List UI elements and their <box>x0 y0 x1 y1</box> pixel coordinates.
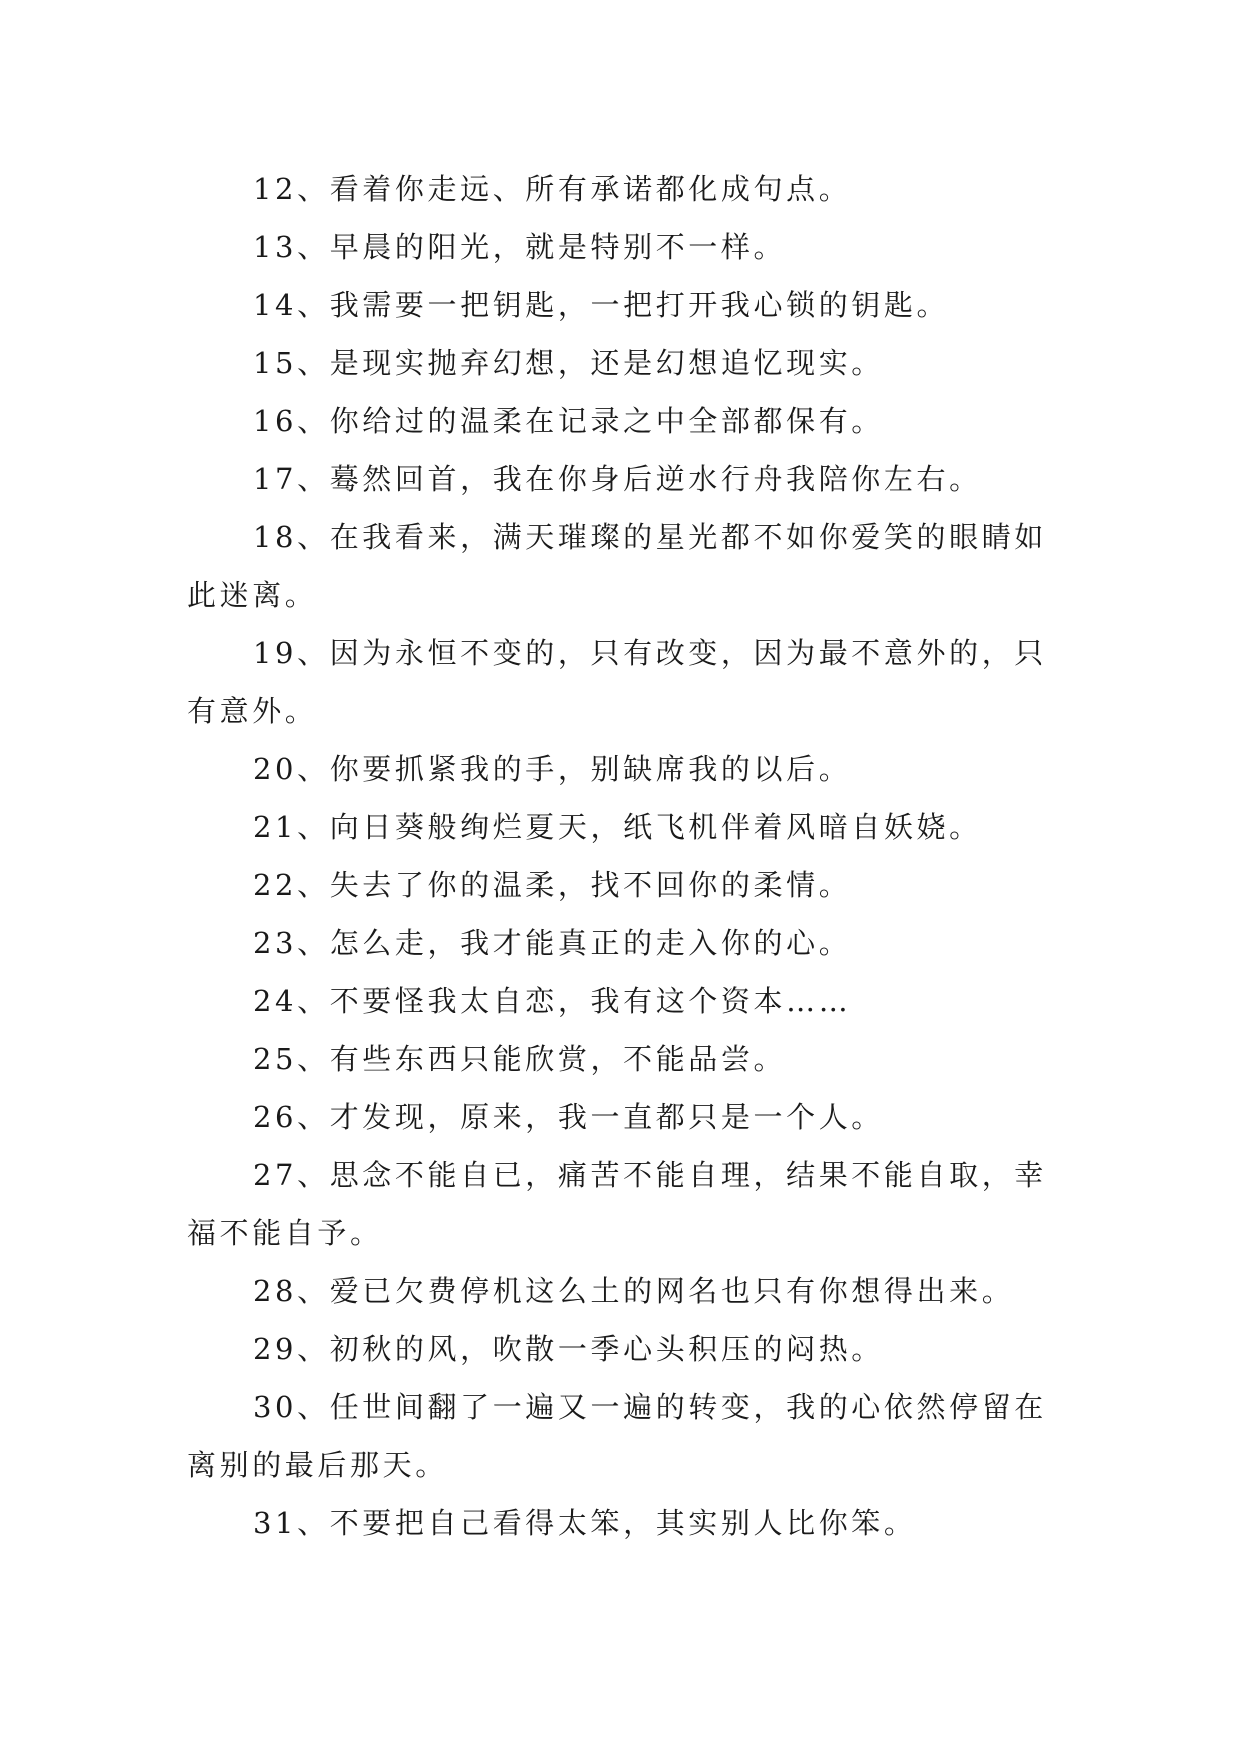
paragraph: 30、任世间翻了一遍又一遍的转变，我的心依然停留在离别的最后那天。 <box>187 1390 1047 1482</box>
paragraph: 17、蓦然回首，我在你身后逆水行舟我陪你左右。 <box>253 462 982 496</box>
paragraph: 21、向日葵般绚烂夏天，纸飞机伴着风暗自妖娆。 <box>253 810 982 844</box>
paragraph: 19、因为永恒不变的，只有改变，因为最不意外的，只有意外。 <box>187 636 1047 728</box>
paragraph: 22、失去了你的温柔，找不回你的柔情。 <box>253 868 852 902</box>
paragraph: 31、不要把自己看得太笨，其实别人比你笨。 <box>253 1506 917 1540</box>
paragraph: 18、在我看来，满天璀璨的星光都不如你爱笑的眼睛如此迷离。 <box>187 520 1047 612</box>
paragraph: 20、你要抓紧我的手，别缺席我的以后。 <box>253 752 852 786</box>
paragraph: 14、我需要一把钥匙，一把打开我心锁的钥匙。 <box>253 288 950 322</box>
paragraph: 27、思念不能自已，痛苦不能自理，结果不能自取，幸福不能自予。 <box>187 1158 1047 1250</box>
document-body <box>187 160 1057 1552</box>
paragraph: 29、初秋的风，吹散一季心头积压的闷热。 <box>253 1332 884 1366</box>
paragraph: 25、有些东西只能欣赏，不能品尝。 <box>253 1042 787 1076</box>
paragraph: 13、早晨的阳光，就是特别不一样。 <box>253 230 787 264</box>
paragraph: 23、怎么走，我才能真正的走入你的心。 <box>253 926 852 960</box>
paragraph: 15、是现实抛弃幻想，还是幻想追忆现实。 <box>253 346 884 380</box>
paragraph: 16、你给过的温柔在记录之中全部都保有。 <box>253 404 884 438</box>
paragraph: 12、看着你走远、所有承诺都化成句点。 <box>253 172 852 206</box>
paragraph: 26、才发现，原来，我一直都只是一个人。 <box>253 1100 884 1134</box>
paragraph: 28、爱已欠费停机这么土的网名也只有你想得出来。 <box>253 1274 1015 1308</box>
paragraph: 24、不要怪我太自恋，我有这个资本…… <box>253 984 852 1018</box>
